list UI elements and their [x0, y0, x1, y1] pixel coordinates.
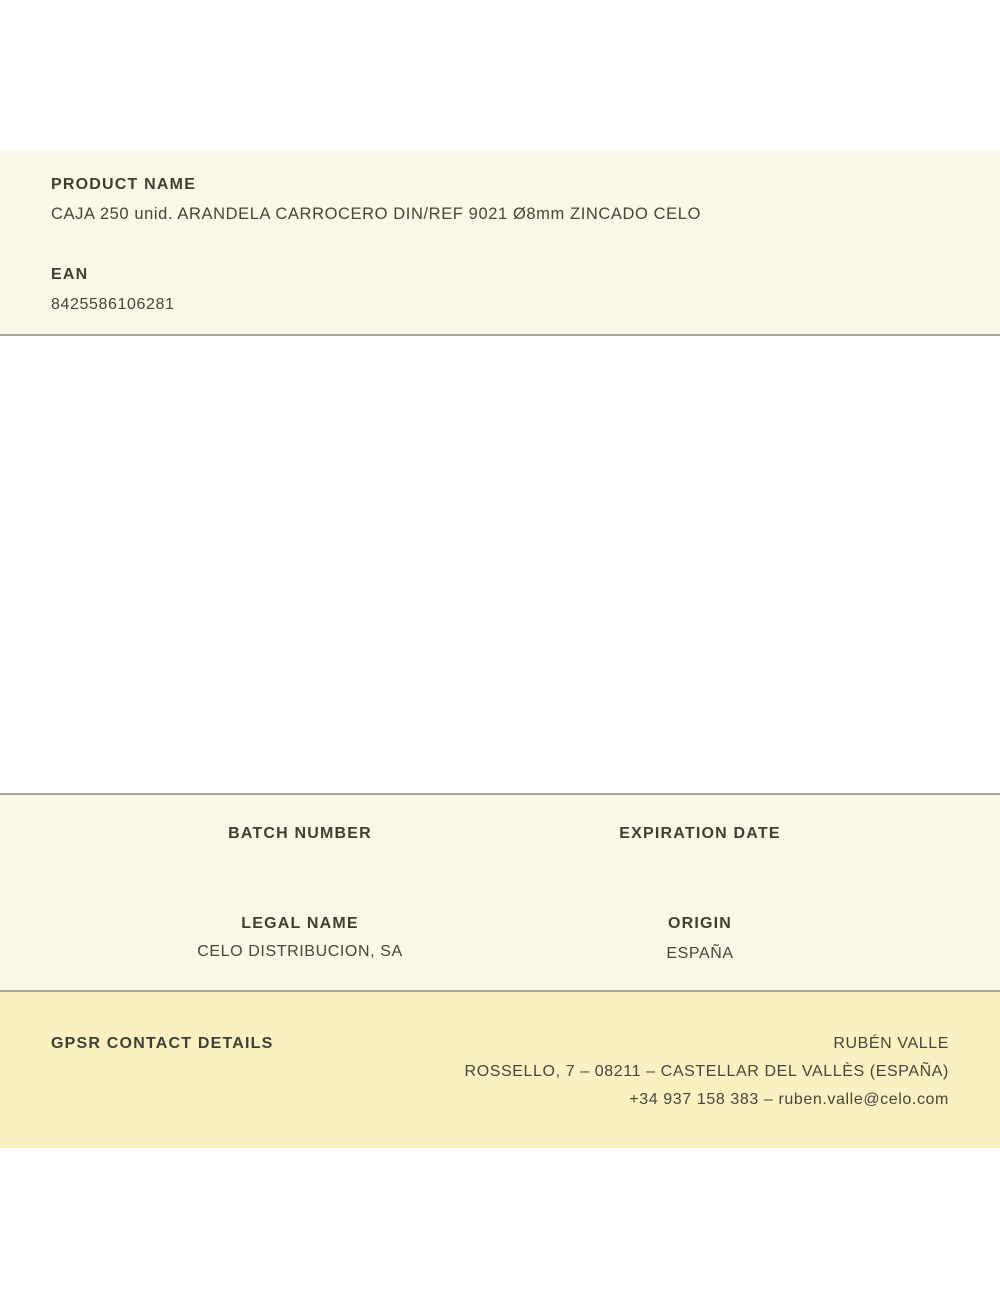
contact-phone-email: +34 937 158 383 – ruben.valle@celo.com — [629, 1091, 949, 1108]
gpsr-contact-section — [0, 992, 1000, 1148]
product-name-value: CAJA 250 unid. ARANDELA CARROCERO DIN/REF 9021 Ø8mm ZINCADO CELO — [51, 205, 702, 223]
origin-label: ORIGIN — [667, 915, 733, 932]
legal-name-label: LEGAL NAME — [241, 915, 359, 932]
batch-number-label: BATCH NUMBER — [228, 825, 372, 842]
contact-name: RUBÉN VALLE — [833, 1035, 949, 1052]
product-info-section — [0, 151, 1000, 336]
ean-value: 8425586106281 — [51, 296, 175, 313]
expiration-date-label: EXPIRATION DATE — [619, 825, 781, 842]
product-name-label: PRODUCT NAME — [51, 176, 197, 193]
gpsr-contact-details-label: GPSR CONTACT DETAILS — [51, 1035, 274, 1052]
origin-value: ESPAÑA — [666, 945, 734, 962]
contact-address: ROSSELLO, 7 – 08211 – CASTELLAR DEL VALLÈS (ESPAÑA) — [464, 1063, 949, 1080]
batch-details-section — [0, 793, 1000, 992]
ean-label: EAN — [51, 266, 89, 283]
legal-name-value: CELO DISTRIBUCION, SA — [197, 943, 403, 960]
